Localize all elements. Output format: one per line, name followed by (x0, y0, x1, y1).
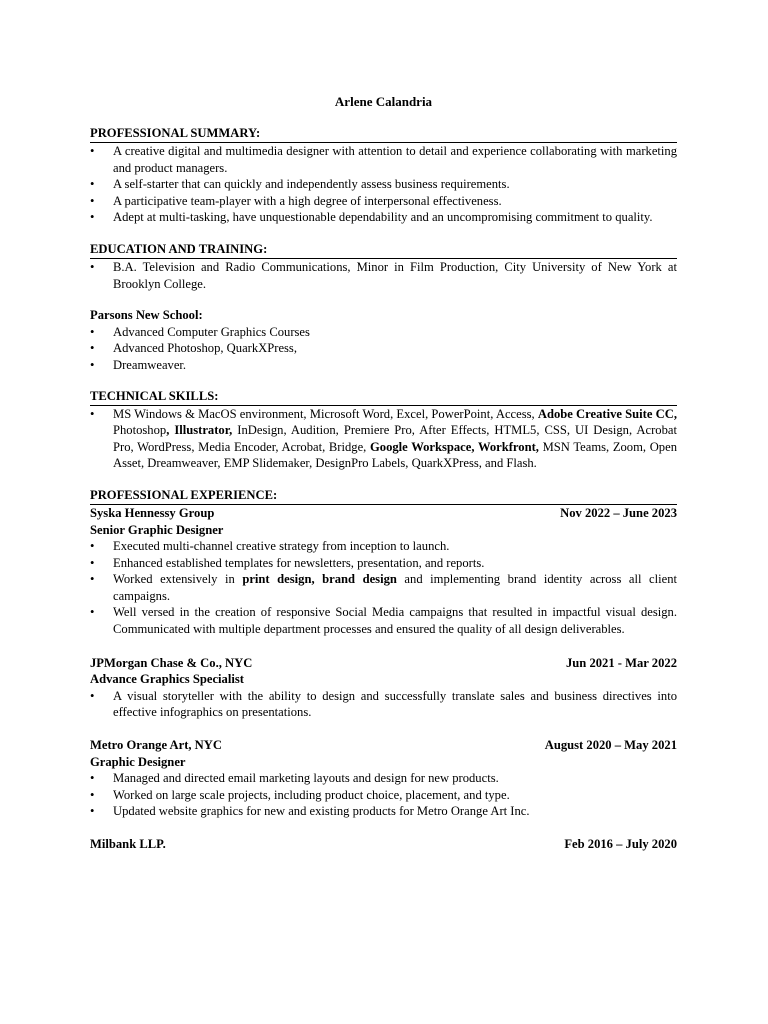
bullet-icon: • (90, 688, 95, 703)
list-item (90, 143, 677, 176)
skills-text-part: InDesign, Audition, Premiere Pro, After Effects, HTML5, CSS, UI Design, Acrobat Pro, WordPress, Media Encoder, Acrobat, Bridge, (113, 423, 677, 454)
bullet-icon: • (90, 555, 95, 570)
list-item-text: Enhanced established templates for newsletters, presentation, and reports. (113, 555, 485, 570)
bullet-icon: • (90, 787, 95, 802)
list-item-text: Dreamweaver. (113, 357, 187, 372)
list-item (90, 787, 677, 804)
skills-text-bold: Adobe Creative Suite CC, (537, 406, 677, 421)
bullet-icon: • (90, 210, 95, 225)
list-item (90, 324, 677, 341)
bullet-icon: • (90, 259, 95, 274)
bullet-icon: • (90, 193, 95, 208)
education-subheading: Parsons New School: (90, 308, 203, 323)
list-item (90, 176, 677, 193)
list-item (90, 340, 677, 357)
list-item-text: A self-starter that can quickly and independently assess business requirements. (113, 177, 510, 192)
list-item-text-bold: print design, brand design (242, 572, 397, 587)
job-title: Graphic Designer (90, 754, 186, 769)
list-item (90, 259, 677, 292)
list-item (90, 770, 677, 787)
experience-section (90, 488, 677, 853)
job-entry (90, 737, 677, 820)
skills-text-part: MS Windows & MacOS environment, Microsoft Word, Excel, PowerPoint, Access, (113, 406, 538, 421)
list-item-text: Worked on large scale projects, including product choice, placement, and type. (113, 787, 510, 802)
list-item-text: Executed multi-channel creative strategy from inception to launch. (113, 539, 450, 554)
job-entry (90, 505, 677, 638)
job-header (90, 836, 677, 853)
list-item (90, 604, 677, 637)
summary-heading: PROFESSIONAL SUMMARY: (90, 126, 677, 143)
job-duties-list (90, 770, 677, 820)
job-title: Senior Graphic Designer (90, 522, 224, 537)
bullet-icon: • (90, 539, 95, 554)
list-item-text: B.A. Television and Radio Communications, Minor in Film Production, City University of New York at Brooklyn College. (113, 259, 677, 291)
job-header (90, 655, 677, 672)
list-item (90, 571, 677, 604)
job-entry (90, 836, 677, 853)
list-item (90, 406, 677, 472)
list-item (90, 538, 677, 555)
bullet-icon: • (90, 771, 95, 786)
bullet-icon: • (90, 341, 95, 356)
skills-text-bold: , Illustrator, (166, 423, 233, 438)
list-item (90, 803, 677, 820)
job-header (90, 505, 677, 522)
list-item-text: Managed and directed email marketing layouts and design for new products. (113, 771, 499, 786)
list-item (90, 209, 677, 226)
resume-name: Arlene Calandria (334, 94, 433, 109)
skills-section (90, 389, 677, 472)
list-item (90, 193, 677, 210)
job-dates: Feb 2016 – July 2020 (564, 837, 677, 851)
summary-section (90, 126, 677, 226)
summary-list (90, 143, 677, 226)
skills-heading: TECHNICAL SKILLS: (90, 389, 677, 406)
skills-text (113, 407, 677, 471)
skills-text-part: MSN Teams, Zoom, Open Asset, Dreamweaver, EMP Slidemaker, DesignPro Labels, QuarkXPress, and Flash. (113, 439, 677, 471)
list-item (90, 688, 677, 721)
list-item-text: A visual storyteller with the ability to design and successfully translate sales and business directives into effective infographics on presentations. (113, 688, 677, 720)
list-item-text: Advanced Computer Graphics Courses (113, 324, 310, 339)
job-dates: Nov 2022 – June 2023 (560, 505, 677, 520)
list-item-text: A participative team-player with a high degree of interpersonal effectiveness. (113, 193, 502, 208)
education-list (90, 259, 677, 292)
job-title: Advance Graphics Specialist (90, 672, 244, 687)
education-section (90, 242, 677, 374)
list-item (90, 357, 677, 374)
job-dates: August 2020 – May 2021 (544, 738, 677, 753)
bullet-icon: • (90, 572, 95, 587)
list-item-text: Adept at multi-tasking, have unquestionable dependability and an uncompromising commitment to quality. (113, 210, 653, 225)
job-company: JPMorgan Chase & Co., NYC (90, 655, 253, 670)
job-company: Milbank LLP. (90, 837, 166, 851)
list-item-text-part: Worked extensively in (113, 572, 243, 587)
bullet-icon: • (90, 144, 95, 158)
list-item-text: A creative digital and multimedia designer with attention to detail and experience collaborating with marketing and product managers. (113, 144, 677, 175)
bullet-icon: • (90, 406, 95, 421)
skills-text-part: Photoshop (113, 423, 167, 438)
bullet-icon: • (90, 605, 95, 620)
job-dates: Jun 2021 - Mar 2022 (565, 655, 677, 670)
list-item-text-part: and implementing brand identity across all client campaigns. (113, 572, 677, 603)
bullet-icon: • (90, 804, 95, 819)
job-entry (90, 655, 677, 721)
list-item-text: Well versed in the creation of responsive Social Media campaigns that resulted in impactful visual design. Communicated with multiple department processes and ensured the quality of all design deliverables. (113, 605, 677, 637)
education-heading: EDUCATION AND TRAINING: (90, 242, 677, 259)
list-item-text: Advanced Photoshop, QuarkXPress, (113, 341, 297, 356)
bullet-icon: • (90, 324, 95, 339)
bullet-icon: • (90, 177, 95, 192)
job-duties-list (90, 688, 677, 721)
bullet-icon: • (90, 357, 95, 372)
job-header (90, 737, 677, 754)
list-item (90, 555, 677, 572)
job-company: Syska Hennessy Group (90, 505, 215, 520)
list-item-text (113, 572, 677, 603)
job-company: Metro Orange Art, NYC (90, 738, 222, 753)
resume-content (90, 94, 677, 853)
list-item-text: Updated website graphics for new and existing products for Metro Orange Art Inc. (113, 804, 530, 819)
experience-heading: PROFESSIONAL EXPERIENCE: (90, 488, 677, 505)
skills-list (90, 406, 677, 472)
education-sub-list (90, 324, 677, 374)
job-duties-list (90, 538, 677, 638)
skills-text-bold: Google Workspace, Workfront, (369, 439, 539, 454)
